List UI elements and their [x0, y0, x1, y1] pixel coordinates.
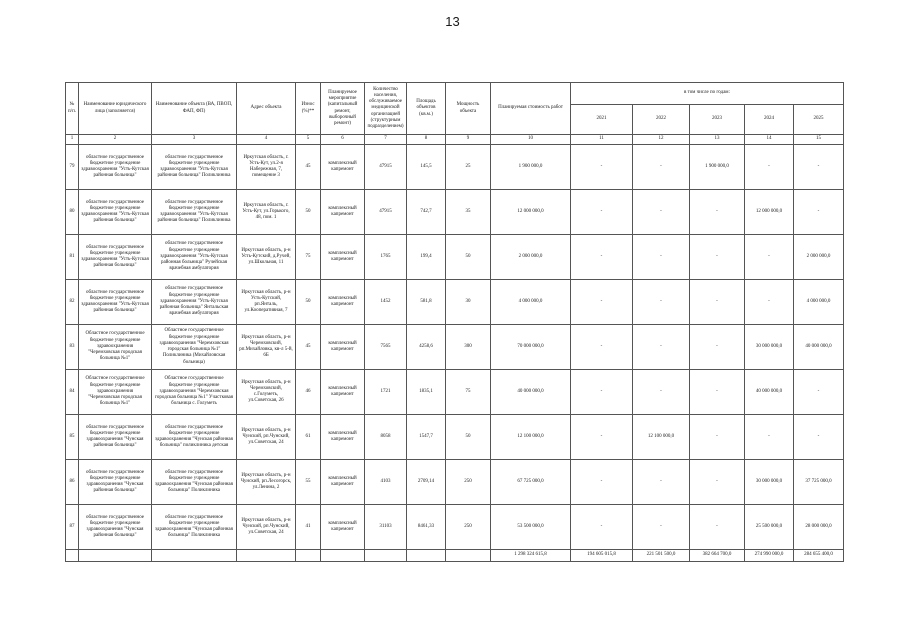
- address-cell: Иркутская область, г. Усть-Кут, ул.Горького, 48, пом. 1: [237, 190, 296, 235]
- population-cell: 47915: [365, 145, 407, 190]
- capacity-cell: 300: [446, 325, 491, 370]
- row-number: 84: [66, 370, 79, 415]
- column-number: 2: [79, 135, 152, 145]
- capacity-cell: 35: [446, 190, 491, 235]
- object-name-cell: Областное государственное бюджетное учреждение здравоохранения "Черемховская городская больница №1" Участковая больница с. Голуметь: [152, 370, 237, 415]
- measure-cell: комплексный капремонт: [321, 325, 365, 370]
- planned-cost-cell: 67 725 000,0: [491, 460, 571, 505]
- legal-entity-cell: Областное государственное бюджетное учреждение здравоохранения "Черемховская городская больница №1": [79, 325, 152, 370]
- population-cell: 8058: [365, 415, 407, 460]
- column-number: 5: [296, 135, 321, 145]
- year-2021-cell: -: [571, 460, 633, 505]
- capacity-cell: 75: [446, 370, 491, 415]
- wear-cell: 75: [296, 235, 321, 280]
- year-2021-cell: -: [571, 145, 633, 190]
- year-2024-cell: -: [745, 235, 794, 280]
- capital-repair-table: [65, 82, 844, 562]
- year-2024-cell: 25 500 000,0: [745, 505, 794, 550]
- year-2023-cell: -: [690, 325, 745, 370]
- address-cell: Иркутская область, р-н Чунский, рп.Чунский, ул.Советская, 24: [237, 505, 296, 550]
- wear-cell: 61: [296, 415, 321, 460]
- address-cell: Иркутская область, р-н Чунский, рп.Чунский, ул.Советская, 24: [237, 415, 296, 460]
- measure-cell: комплексный капремонт: [321, 460, 365, 505]
- object-name-cell: областное государственное бюджетное учреждение здравоохранения "Усть-Кутская районная больница" Поликлиника: [152, 190, 237, 235]
- wear-cell: 45: [296, 145, 321, 190]
- address-cell: Иркутская область, р-н Черемховский, с.Голуметь, ул.Советская, 26: [237, 370, 296, 415]
- wear-cell: 50: [296, 280, 321, 325]
- population-cell: 1452: [365, 280, 407, 325]
- year-2022-cell: -: [633, 325, 690, 370]
- year-2023-cell: -: [690, 505, 745, 550]
- total-2023: 382 664 700,0: [690, 550, 745, 562]
- area-cell: 1547,7: [407, 415, 446, 460]
- planned-cost-cell: 40 000 000,0: [491, 370, 571, 415]
- column-number: 14: [745, 135, 794, 145]
- column-number: 3: [152, 135, 237, 145]
- column-number-row: [66, 135, 844, 145]
- area-cell: 1835,1: [407, 370, 446, 415]
- year-2021-cell: -: [571, 370, 633, 415]
- table-row: [66, 325, 844, 370]
- planned-cost-cell: 12 100 000,0: [491, 415, 571, 460]
- row-number: 86: [66, 460, 79, 505]
- legal-entity-cell: областное государственное бюджетное учреждение здравоохранения "Чунская районная больница": [79, 415, 152, 460]
- capacity-cell: 250: [446, 505, 491, 550]
- object-name-cell: областное государственное бюджетное учреждение здравоохранения "Усть-Кутская районная больница" Поликлиника: [152, 145, 237, 190]
- capacity-cell: 30: [446, 280, 491, 325]
- population-cell: 1721: [365, 370, 407, 415]
- column-number: 1: [66, 135, 79, 145]
- year-2025-cell: -: [794, 370, 844, 415]
- table-row: [66, 235, 844, 280]
- table-row: [66, 415, 844, 460]
- table-row: [66, 370, 844, 415]
- address-cell: Иркутская область, р-н Усть-Кутский, д.Ручей, ул.Школьная, 11: [237, 235, 296, 280]
- year-2023-cell: -: [690, 370, 745, 415]
- total-cost: 1 298 324 615,8: [491, 550, 571, 562]
- year-2021-cell: -: [571, 505, 633, 550]
- header-address: Адрес объекта: [237, 83, 296, 135]
- object-name-cell: областное государственное бюджетное учреждение здравоохранения "Чунская районная больница" Поликлиника: [152, 505, 237, 550]
- legal-entity-cell: областное государственное бюджетное учреждение здравоохранения "Чунская районная больница": [79, 505, 152, 550]
- legal-entity-cell: областное государственное бюджетное учреждение здравоохранения "Усть-Кутская районная больница": [79, 280, 152, 325]
- year-2024-cell: 30 000 000,0: [745, 460, 794, 505]
- year-2025-cell: 2 000 000,0: [794, 235, 844, 280]
- population-cell: 47915: [365, 190, 407, 235]
- capacity-cell: 250: [446, 460, 491, 505]
- header-area: Площадь объектов (кв.м.): [407, 83, 446, 135]
- population-cell: 4103: [365, 460, 407, 505]
- year-2022-cell: -: [633, 235, 690, 280]
- header-planned-measure: Планируемое мероприятие (капитальный ремонт, выборочный ремонт): [321, 83, 365, 135]
- population-cell: 7565: [365, 325, 407, 370]
- column-number: 13: [690, 135, 745, 145]
- planned-cost-cell: 70 000 000,0: [491, 325, 571, 370]
- total-2021: 194 605 015,8: [571, 550, 633, 562]
- object-name-cell: Областное государственное бюджетное учреждение здравоохранения "Черемховская городская больница №1" Поликлиника (Михайловская больница): [152, 325, 237, 370]
- year-2021-cell: -: [571, 280, 633, 325]
- year-2025-cell: -: [794, 415, 844, 460]
- year-2022-cell: -: [633, 370, 690, 415]
- planned-cost-cell: 2 000 000,0: [491, 235, 571, 280]
- area-cell: 742,7: [407, 190, 446, 235]
- table-row: [66, 145, 844, 190]
- address-cell: Иркутская область, р-н Усть-Кутский, рп.Янталь, ул.Кооперативная, 7: [237, 280, 296, 325]
- wear-cell: 41: [296, 505, 321, 550]
- table-row: [66, 190, 844, 235]
- table-row: [66, 460, 844, 505]
- header-num: № п/п.: [66, 83, 79, 135]
- total-2022: 221 501 500,0: [633, 550, 690, 562]
- measure-cell: комплексный капремонт: [321, 190, 365, 235]
- year-2024-cell: -: [745, 415, 794, 460]
- year-2023-cell: -: [690, 235, 745, 280]
- year-2025-cell: 37 725 000,0: [794, 460, 844, 505]
- area-cell: 2709,14: [407, 460, 446, 505]
- year-2022-cell: -: [633, 505, 690, 550]
- legal-entity-cell: областное государственное бюджетное учреждение здравоохранения "Усть-Кутская районная больница": [79, 235, 152, 280]
- object-name-cell: областное государственное бюджетное учреждение здравоохранения "Усть-Кутская районная больница" Ручейская врачебная амбулатория: [152, 235, 237, 280]
- header-year-2023: 2023: [690, 105, 745, 135]
- measure-cell: комплексный капремонт: [321, 415, 365, 460]
- column-number: 9: [446, 135, 491, 145]
- row-number: 87: [66, 505, 79, 550]
- area-cell: 8461,33: [407, 505, 446, 550]
- measure-cell: комплексный капремонт: [321, 145, 365, 190]
- header-legal-entity: Наименование юридического лица (заполняется): [79, 83, 152, 135]
- year-2022-cell: 12 100 000,0: [633, 415, 690, 460]
- row-number: 79: [66, 145, 79, 190]
- area-cell: 199,4: [407, 235, 446, 280]
- legal-entity-cell: Областное государственное бюджетное учреждение здравоохранения "Черемховская городская больница №1": [79, 370, 152, 415]
- wear-cell: 55: [296, 460, 321, 505]
- header-year-2024: 2024: [745, 105, 794, 135]
- year-2021-cell: -: [571, 190, 633, 235]
- row-number: 83: [66, 325, 79, 370]
- capacity-cell: 50: [446, 235, 491, 280]
- measure-cell: комплексный капремонт: [321, 370, 365, 415]
- column-number: 4: [237, 135, 296, 145]
- year-2025-cell: -: [794, 190, 844, 235]
- page-number: 13: [445, 14, 460, 29]
- row-number: 82: [66, 280, 79, 325]
- totals-row: [66, 550, 844, 562]
- year-2025-cell: 4 000 000,0: [794, 280, 844, 325]
- area-cell: 4258,6: [407, 325, 446, 370]
- planned-cost-cell: 53 500 000,0: [491, 505, 571, 550]
- year-2021-cell: -: [571, 325, 633, 370]
- year-2024-cell: 40 000 000,0: [745, 370, 794, 415]
- year-2023-cell: 1 900 000,0: [690, 145, 745, 190]
- row-number: 85: [66, 415, 79, 460]
- column-number: 15: [794, 135, 844, 145]
- table-row: [66, 505, 844, 550]
- table-body: [66, 145, 844, 550]
- row-number: 81: [66, 235, 79, 280]
- year-2022-cell: -: [633, 145, 690, 190]
- total-2024: 274 990 000,0: [745, 550, 794, 562]
- planned-cost-cell: 12 000 000,0: [491, 190, 571, 235]
- wear-cell: 46: [296, 370, 321, 415]
- year-2025-cell: 28 000 000,0: [794, 505, 844, 550]
- year-2023-cell: -: [690, 280, 745, 325]
- column-number: 11: [571, 135, 633, 145]
- capacity-cell: 25: [446, 145, 491, 190]
- header-wear: Износ (%)**: [296, 83, 321, 135]
- header-year-2022: 2022: [633, 105, 690, 135]
- address-cell: Иркутская область, р-н Черемховский, рп.Михайловка, кв-л 5-й, 6Б: [237, 325, 296, 370]
- address-cell: Иркутская область, р-н Чунский, рп.Лесогорск, ул.Ленина, 2: [237, 460, 296, 505]
- object-name-cell: областное государственное бюджетное учреждение здравоохранения "Чунская районная больница" поликлиника детская: [152, 415, 237, 460]
- year-2024-cell: 12 000 000,0: [745, 190, 794, 235]
- year-2022-cell: -: [633, 190, 690, 235]
- year-2022-cell: -: [633, 280, 690, 325]
- area-cell: 145,5: [407, 145, 446, 190]
- year-2025-cell: 40 000 000,0: [794, 325, 844, 370]
- wear-cell: 50: [296, 190, 321, 235]
- header-capacity: Мощность объекта: [446, 83, 491, 135]
- total-2025: 284 655 400,0: [794, 550, 844, 562]
- object-name-cell: областное государственное бюджетное учреждение здравоохранения "Чунская районная больница" Поликлиника: [152, 460, 237, 505]
- header-planned-cost: Планируемая стоимость работ: [491, 83, 571, 135]
- header-object-name: Наименование объекта (ВА, ПВОП, ФАП, ФП): [152, 83, 237, 135]
- column-number: 12: [633, 135, 690, 145]
- row-number: 80: [66, 190, 79, 235]
- legal-entity-cell: областное государственное бюджетное учреждение здравоохранения "Усть-Кутская районная больница": [79, 190, 152, 235]
- header-year-2025: 2025: [794, 105, 844, 135]
- object-name-cell: областное государственное бюджетное учреждение здравоохранения "Усть-Кутская районная больница" Янтальская врачебная амбулатория: [152, 280, 237, 325]
- planned-cost-cell: 4 000 000,0: [491, 280, 571, 325]
- capacity-cell: 50: [446, 415, 491, 460]
- header-population: Количество населения, обслуживаемое медицинской организацией (структурным подразделением): [365, 83, 407, 135]
- header-year-2021: 2021: [571, 105, 633, 135]
- column-number: 8: [407, 135, 446, 145]
- legal-entity-cell: областное государственное бюджетное учреждение здравоохранения "Усть-Кутская районная больница": [79, 145, 152, 190]
- year-2023-cell: -: [690, 190, 745, 235]
- measure-cell: комплексный капремонт: [321, 235, 365, 280]
- address-cell: Иркутская область, г. Усть-Кут, ул.2-я Набережная, 7, помещение 3: [237, 145, 296, 190]
- year-2024-cell: -: [745, 145, 794, 190]
- year-2024-cell: 30 000 000,0: [745, 325, 794, 370]
- year-2025-cell: -: [794, 145, 844, 190]
- measure-cell: комплексный капремонт: [321, 505, 365, 550]
- year-2021-cell: -: [571, 235, 633, 280]
- wear-cell: 45: [296, 325, 321, 370]
- population-cell: 31103: [365, 505, 407, 550]
- planned-cost-cell: 1 900 000,0: [491, 145, 571, 190]
- year-2023-cell: -: [690, 415, 745, 460]
- legal-entity-cell: областное государственное бюджетное учреждение здравоохранения "Чунская районная больница": [79, 460, 152, 505]
- header-by-year: в том числе по годам:: [571, 83, 844, 105]
- area-cell: 581,8: [407, 280, 446, 325]
- year-2021-cell: -: [571, 415, 633, 460]
- column-number: 6: [321, 135, 365, 145]
- table-row: [66, 280, 844, 325]
- population-cell: 1765: [365, 235, 407, 280]
- year-2023-cell: -: [690, 460, 745, 505]
- year-2022-cell: -: [633, 460, 690, 505]
- column-number: 7: [365, 135, 407, 145]
- column-number: 10: [491, 135, 571, 145]
- measure-cell: комплексный капремонт: [321, 280, 365, 325]
- year-2024-cell: -: [745, 280, 794, 325]
